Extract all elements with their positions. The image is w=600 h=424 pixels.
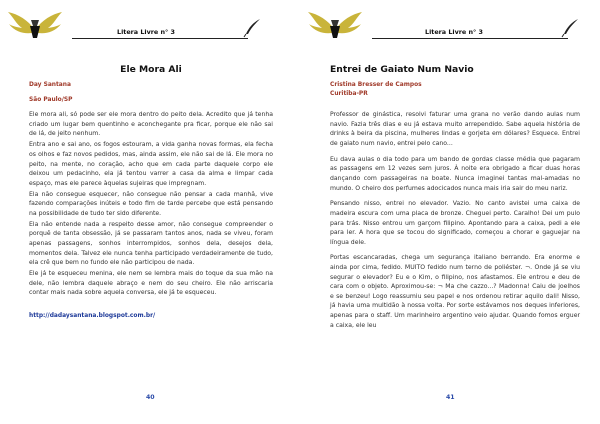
header-rule — [72, 38, 248, 39]
article-body — [29, 64, 273, 322]
right-page — [300, 0, 600, 424]
magazine-title: Litera Livre n° 3 — [425, 28, 483, 36]
page-number: 40 — [146, 394, 155, 401]
paragraph: Eu dava aulas o dia todo para um bando de gordas classe média que pagaram as passagens em 12 vezes sem juros. À noite era obrigado a ficar duas horas dançando com passageiras na boate. Nunca imaginei tantas mal-amadas no mundo. O cheiro dos perfumes adocicados nunca mais iria sair do meu nariz. — [330, 155, 580, 192]
author-name: Cristina Bresser de Campos — [330, 82, 422, 88]
paragraph: Portas escancaradas, chega um segurança italiano berrando. Era enorme e ainda por cima, fedido. MUITO fedido num terno de poliéster. ¬. Onde já se viu segurar o elevador? Eu e o Kim, o filipino, nos afastamos. Ele entrou e deu de cara com o objeto. Aproximou-se: ¬ Ma che cazzo...? Madonna! Caiu de joelhos e se benzeu! Logo reassumiu seu papel e nos ordenou retirar aquilo dali! Nisso, já havia uma multidão à nossa volta. Por sorte estávamos nos deques inferiores, apenas para o staff. Um marinheiro argentino veio ajudar. Quando fomos erguer a caixa, ele leu — [330, 254, 580, 329]
author-location: São Paulo/SP — [29, 96, 73, 103]
winged-logo-icon — [306, 6, 364, 42]
quill-pen-icon — [242, 18, 262, 38]
quill-pen-icon — [560, 18, 580, 38]
paragraph: Entra ano e sai ano, os fogos estouram, a vida ganha novas formas, ela fecha os olhos e faz novos pedidos, mas, ainda assim, ele não sai de lá. Ele mora no peito, na mente, no coração, acho que em cada parte daquele corpo ele deixou um pedacinho, ela já tentou varrer a casa da alma e limpar cada espaço, mas ele parece àquelas sujeiras que impregnam. — [29, 141, 273, 187]
winged-logo-icon — [6, 6, 64, 42]
paragraph: Ele já te esqueceu menina, ele nem se lembra mais do toque da sua mão na dele, não lembra daquele abraço e nem do seu cheiro. Ele não arriscaria contar mais nada sobre aquela conversa, ele já te esqueceu. — [29, 270, 273, 297]
author-name: Day Santana — [29, 82, 71, 88]
article-body — [330, 64, 580, 336]
page-header — [300, 6, 600, 46]
blog-link[interactable]: http://dadaysantana.blogspot.com.br/ — [29, 313, 156, 320]
paragraph: Professor de ginástica, resolvi faturar uma grana no verão dando aulas num navio. Fazia três dias e eu já estava muito arrependido. Sabe aquela história de drinks à beira da piscina, mulheres lindas e gorjeta em dólares? Esquece. Entrei de gaiato num navio, entrei pelo cano... — [330, 111, 580, 147]
paragraph: Ele mora ali, só pode ser ele mora dentro do peito dela. Acredito que já tenha criado um lugar bem quentinho e aconchegante pra ficar, porque ele não sai de lá, de jeito nenhum. — [29, 111, 273, 138]
page-number: 41 — [446, 394, 455, 401]
header-rule — [372, 38, 568, 39]
magazine-title: Litera Livre n° 3 — [117, 28, 175, 36]
paragraph: Pensando nisso, entrei no elevador. Vazio. No canto avistei uma caixa de madeira escura com uma placa de bronze. Cheguei perto. Caralho! Dei um pulo para trás. Nisso entrou um garçom filipino. Apontando para a caixa, pedi a ele para ler. A hora que se tocou do significado, começou a chorar e gaguejar na língua dele. — [330, 200, 580, 246]
page-header — [0, 6, 300, 46]
paragraph: Ela não entende nada a respeito desse amor, não consegue compreender o porquê de tanta obsessão, já se passaram tantos anos, nada se viveu, foram apenas passagens, sonhos interrompidos, sonhos dela, desejos dela, momentos dela. Talvez ele nunca tenha participado verdadeiramente de tudo, ela crê que bem no fundo ele não participou de nada. — [29, 220, 273, 267]
story-title: Entrei de Gaiato Num Navio — [330, 64, 474, 75]
author-location: Curitiba-PR — [330, 90, 368, 97]
paragraph: Ela não consegue esquecer, não consegue não pensar a cada manhã, vive fazendo comparações inúteis e todo fim de tarde percebe que está pensando na possibilidade de tudo ter sido diferente. — [29, 190, 273, 217]
story-title: Ele Mora Ali — [120, 64, 182, 75]
